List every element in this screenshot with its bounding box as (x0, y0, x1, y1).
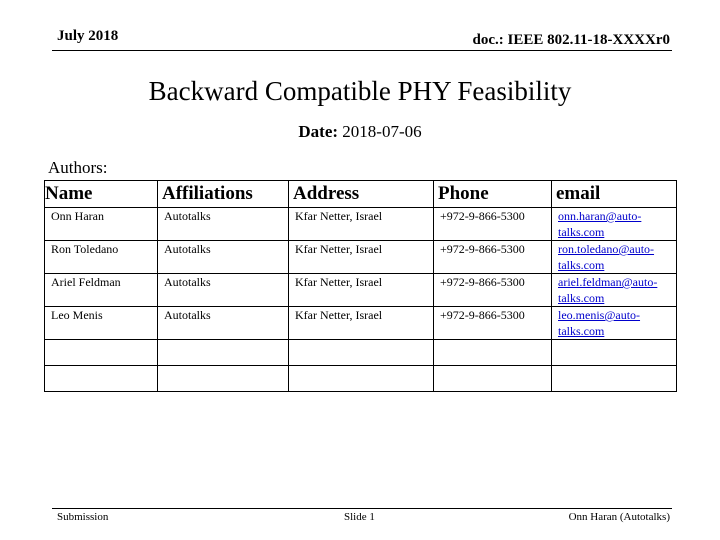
date-line (0, 122, 720, 142)
header-divider (52, 50, 672, 51)
header-doc-id: doc.: IEEE 802.11-18-XXXXr0 (472, 32, 670, 48)
author-email-link[interactable]: onn.haran@auto-talks.com (552, 208, 677, 241)
author-address: Kfar Netter, Israel (289, 274, 434, 307)
authors-table (44, 180, 677, 392)
table-header-row (45, 181, 677, 208)
table-row (45, 307, 677, 340)
header-phone: Phone (434, 181, 552, 208)
authors-label: Authors: (48, 158, 108, 177)
author-phone: +972-9-866-5300 (434, 274, 552, 307)
header-name: Name (45, 181, 158, 208)
table-row (45, 241, 677, 274)
author-affiliation: Autotalks (158, 208, 289, 241)
author-address: Kfar Netter, Israel (289, 241, 434, 274)
author-phone: +972-9-866-5300 (434, 208, 552, 241)
author-name: Ron Toledano (45, 241, 158, 274)
empty-cell (45, 366, 158, 392)
author-email-link[interactable]: leo.menis@auto-talks.com (552, 307, 677, 340)
author-phone: +972-9-866-5300 (434, 307, 552, 340)
author-name: Onn Haran (45, 208, 158, 241)
header-address: Address (289, 181, 434, 208)
empty-cell (434, 340, 552, 366)
date-value: 2018-07-06 (338, 122, 422, 141)
author-affiliation: Autotalks (158, 241, 289, 274)
author-email-link[interactable]: ariel.feldman@auto-talks.com (552, 274, 677, 307)
empty-cell (552, 366, 677, 392)
empty-cell (434, 366, 552, 392)
table-row (45, 274, 677, 307)
author-affiliation: Autotalks (158, 307, 289, 340)
author-email-link[interactable]: ron.toledano@auto-talks.com (552, 241, 677, 274)
empty-cell (158, 366, 289, 392)
date-label: Date: (298, 122, 339, 141)
empty-cell (289, 340, 434, 366)
footer-divider (52, 508, 672, 509)
empty-cell (158, 340, 289, 366)
table-row (45, 208, 677, 241)
footer-submission: Submission (57, 511, 109, 523)
author-affiliation: Autotalks (158, 274, 289, 307)
empty-cell (289, 366, 434, 392)
author-address: Kfar Netter, Israel (289, 307, 434, 340)
header-email: email (552, 181, 677, 208)
header-affiliations: Affiliations (158, 181, 289, 208)
empty-cell (552, 340, 677, 366)
header-date: July 2018 (57, 28, 119, 44)
author-name: Leo Menis (45, 307, 158, 340)
table-row-empty (45, 340, 677, 366)
author-address: Kfar Netter, Israel (289, 208, 434, 241)
author-phone: +972-9-866-5300 (434, 241, 552, 274)
table-row-empty (45, 366, 677, 392)
empty-cell (45, 340, 158, 366)
footer-slide-number: Slide 1 (344, 511, 375, 523)
footer-author: Onn Haran (Autotalks) (568, 511, 670, 523)
author-name: Ariel Feldman (45, 274, 158, 307)
slide-title: Backward Compatible PHY Feasibility (148, 76, 572, 106)
